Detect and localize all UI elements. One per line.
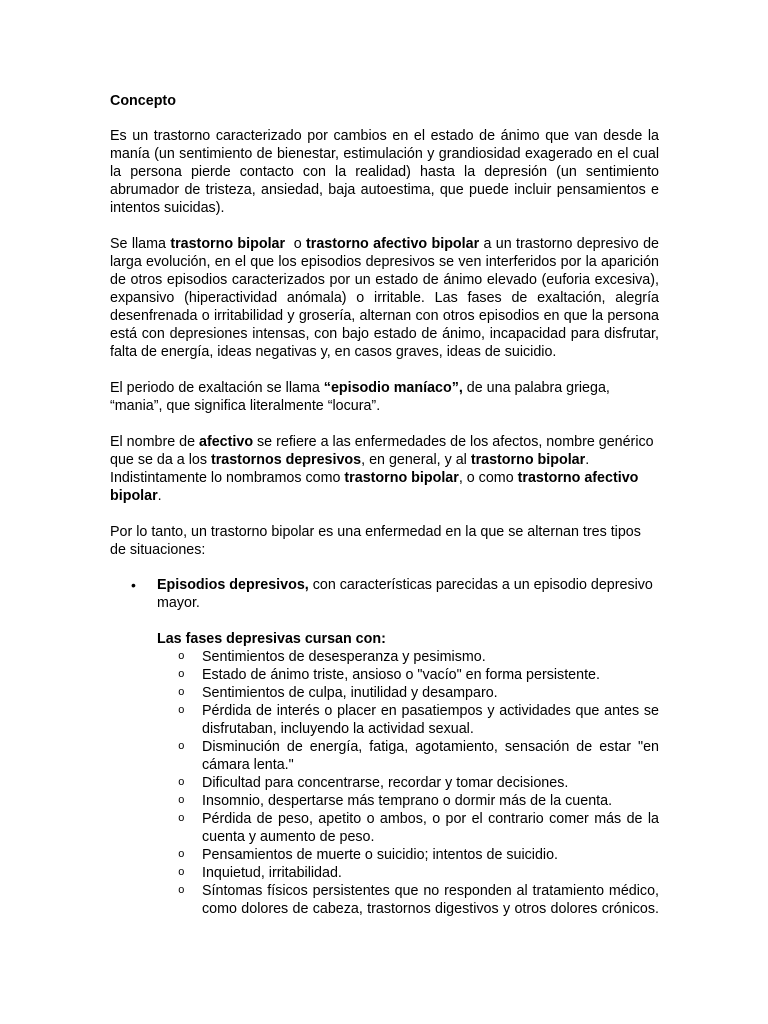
symptom-list-item	[178, 864, 659, 882]
section-heading: Concepto	[110, 93, 176, 109]
circle-bullet-icon: o	[178, 867, 185, 879]
circle-bullet-icon: o	[178, 669, 185, 681]
bold-term: trastorno bipolar	[344, 470, 459, 486]
symptom-text: Pérdida de interés o placer en pasatiempos y actividades que antes se disfrutaban, incluyendo la actividad sexual.	[202, 703, 659, 737]
symptom-list-item	[178, 810, 659, 846]
symptom-list-item	[178, 882, 659, 918]
symptom-text: Insomnio, despertarse más temprano o dormir más de la cuenta.	[202, 793, 613, 809]
symptom-list	[157, 648, 659, 918]
symptom-list-item	[178, 702, 659, 738]
symptom-text: Sentimientos de culpa, inutilidad y desamparo.	[202, 685, 498, 701]
circle-bullet-icon: o	[178, 705, 185, 717]
text-run: se refiere a las enfermedades de los afectos, nombre genérico que se da a los	[110, 434, 654, 468]
text-run: , o como	[458, 470, 518, 486]
symptom-list-item	[178, 774, 659, 792]
circle-bullet-icon: o	[178, 795, 185, 807]
circle-bullet-icon: o	[178, 813, 185, 825]
bullet-list	[110, 576, 659, 918]
circle-bullet-icon: o	[178, 849, 185, 861]
bold-term: trastornos depresivos	[210, 452, 362, 468]
bullet-marker-icon: •	[131, 577, 136, 593]
circle-bullet-icon: o	[178, 651, 185, 663]
bold-term: afectivo	[199, 434, 254, 450]
symptom-text: Pensamientos de muerte o suicidio; intentos de suicidio.	[202, 847, 559, 863]
text-run: , en general, y al	[361, 452, 471, 468]
bold-term: trastorno afectivo bipolar	[110, 470, 639, 504]
circle-bullet-icon: o	[178, 741, 185, 753]
sub-heading: Las fases depresivas cursan con:	[157, 631, 386, 647]
text-run: de una palabra griega, “mania”, que significa literalmente “locura”.	[110, 380, 610, 414]
document-body	[110, 92, 659, 918]
text-run: o	[285, 236, 307, 252]
paragraph-affective	[110, 433, 659, 505]
text-run: El periodo de exaltación se llama	[110, 380, 324, 396]
paragraph-manic-episode	[110, 379, 659, 415]
symptom-list-item	[178, 666, 659, 684]
bold-term: Episodios depresivos,	[157, 577, 309, 593]
bold-term: trastorno bipolar	[170, 236, 286, 252]
bold-term: trastorno bipolar	[470, 452, 586, 468]
text-run: . Indistintamente lo nombramos como	[110, 452, 590, 486]
symptom-text: Dificultad para concentrarse, recordar y tomar decisiones.	[202, 775, 569, 791]
circle-bullet-icon: o	[178, 777, 185, 789]
symptom-text: Disminución de energía, fatiga, agotamiento, sensación de estar "en cámara lenta."	[202, 739, 659, 773]
bullet-item-depressive-episodes	[157, 576, 659, 612]
symptom-text: Síntomas físicos persistentes que no responden al tratamiento médico, como dolores de cabeza, trastornos digestivos y otros dolores crónicos.	[202, 883, 659, 917]
text-run: .	[157, 488, 162, 504]
symptom-text: Inquietud, irritabilidad.	[202, 865, 342, 881]
text-run: a un trastorno depresivo de larga evolución, en el que los episodios depresivos se ven interferidos por la aparición de otros episodios caracterizados por un estado de ánimo elevado (euforia excesiva), expansivo (hiperactividad anómala) o irritable. Las fases de exaltación, alegría desenfrenada o irritabilidad y grosería, alternan con otros episodios en que la persona está con depresiones intensas, con bajo estado de ánimo, incapacidad para disfrutar, falta de energía, ideas negativas y, en casos graves, ideas de suicidio.	[110, 236, 659, 360]
paragraph-situations-intro: Por lo tanto, un trastorno bipolar es una enfermedad en la que se alternan tres tipos de situaciones:	[110, 524, 641, 558]
text-run: El nombre de	[110, 434, 200, 450]
symptom-list-item	[178, 846, 659, 864]
circle-bullet-icon: o	[178, 885, 185, 897]
symptom-list-item	[178, 792, 659, 810]
symptom-list-item	[178, 684, 659, 702]
text-run: con características parecidas a un episodio depresivo mayor.	[157, 577, 653, 611]
symptom-text: Pérdida de peso, apetito o ambos, o por el contrario comer más de la cuenta y aumento de peso.	[202, 811, 659, 845]
circle-bullet-icon: o	[178, 687, 185, 699]
bold-term: “episodio maníaco”,	[323, 380, 463, 396]
symptom-list-item	[178, 738, 659, 774]
symptom-text: Estado de ánimo triste, ansioso o "vacío" en forma persistente.	[202, 667, 600, 683]
symptom-text: Sentimientos de desesperanza y pesimismo.	[202, 649, 486, 665]
text-run: Se llama	[110, 236, 171, 252]
symptom-list-item	[178, 648, 659, 666]
bold-term: trastorno afectivo bipolar	[306, 236, 480, 252]
paragraph-definition: Es un trastorno caracterizado por cambios en el estado de ánimo que van desde la manía (un sentimiento de bienestar, estimulación y grandiosidad exagerado en el cual la persona pierde contacto con la realidad) hasta la depresión (un sentimiento abrumador de tristeza, ansiedad, baja autoestima, que puede incluir pensamientos e intentos suicidas).	[110, 128, 659, 216]
paragraph-bipolar-description	[110, 235, 659, 361]
